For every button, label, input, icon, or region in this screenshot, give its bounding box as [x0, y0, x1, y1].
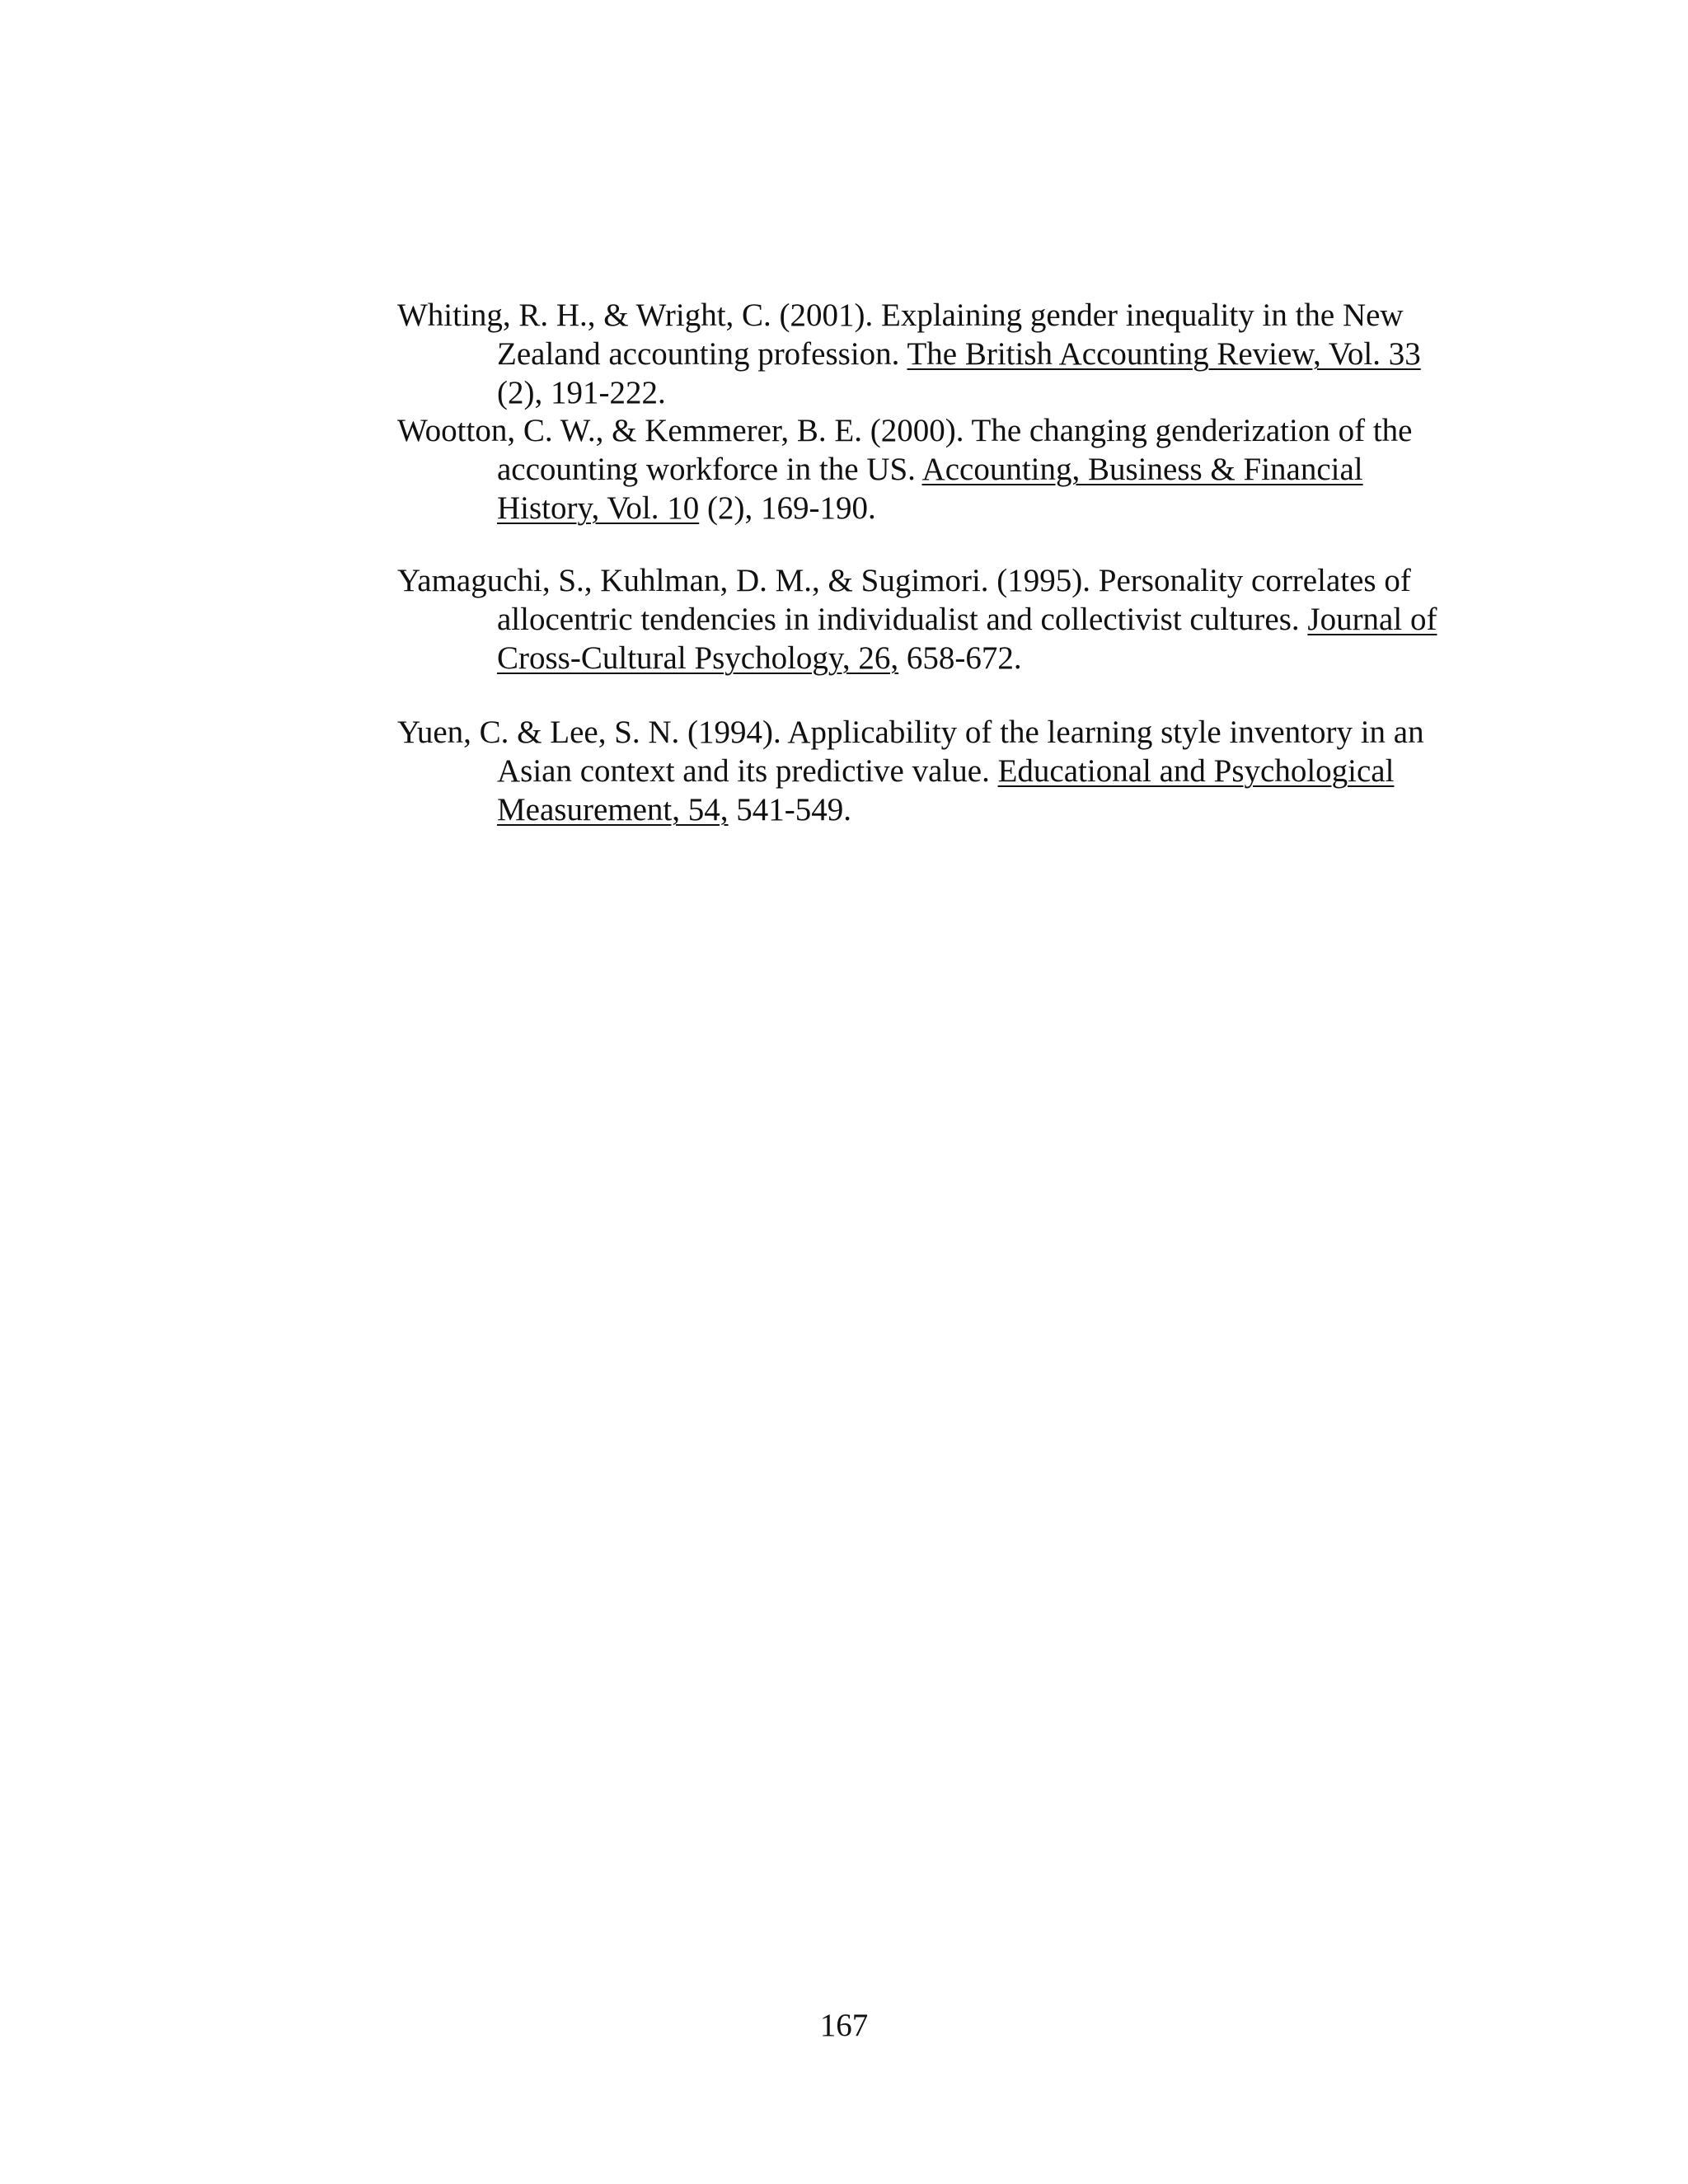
journal-title: Cross-Cultural Psychology, 26,	[497, 640, 899, 676]
reference-entry	[397, 561, 1469, 677]
reference-line	[397, 373, 1469, 412]
reference-line	[397, 411, 1469, 450]
reference-entry	[397, 411, 1469, 527]
reference-entry	[397, 713, 1469, 829]
reference-text: accounting workforce in the US.	[497, 452, 922, 487]
reference-line	[397, 639, 1469, 677]
journal-title: History, Vol. 10	[497, 490, 700, 526]
reference-text: Yamaguchi, S., Kuhlman, D. M., & Sugimori. (1995). Personality correlates of	[397, 563, 1411, 598]
journal-title: Measurement, 54,	[497, 792, 729, 827]
journal-title: Educational and Psychological	[997, 753, 1395, 789]
reference-line	[397, 296, 1469, 335]
reference-line	[397, 713, 1469, 752]
reference-line	[397, 335, 1469, 373]
reference-text: 658-672.	[898, 640, 1022, 676]
journal-title: The British Accounting Review, Vol. 33	[907, 336, 1421, 372]
reference-text: 541-549.	[728, 792, 852, 827]
reference-line	[397, 790, 1469, 829]
reference-text: Asian context and its predictive value.	[497, 753, 998, 789]
reference-line	[397, 561, 1469, 600]
reference-entry	[397, 296, 1469, 412]
reference-text: Zealand accounting profession.	[497, 336, 907, 372]
reference-text: (2), 191-222.	[497, 375, 666, 410]
journal-title: Accounting, Business & Financial	[921, 452, 1363, 487]
reference-line	[397, 489, 1469, 527]
reference-text: Yuen, C. & Lee, S. N. (1994). Applicability of the learning style inventory in an	[397, 715, 1424, 750]
reference-text: Whiting, R. H., & Wright, C. (2001). Explaining gender inequality in the New	[397, 298, 1404, 333]
journal-title: Journal of	[1307, 602, 1437, 637]
reference-line	[397, 450, 1469, 489]
reference-line	[397, 600, 1469, 639]
page-number: 167	[819, 2008, 869, 2043]
reference-text: (2), 169-190.	[699, 490, 876, 526]
reference-text: Wootton, C. W., & Kemmerer, B. E. (2000). The changing genderization of the	[397, 413, 1413, 448]
reference-line	[397, 752, 1469, 790]
reference-text: allocentric tendencies in individualist and collectivist cultures.	[497, 602, 1308, 637]
